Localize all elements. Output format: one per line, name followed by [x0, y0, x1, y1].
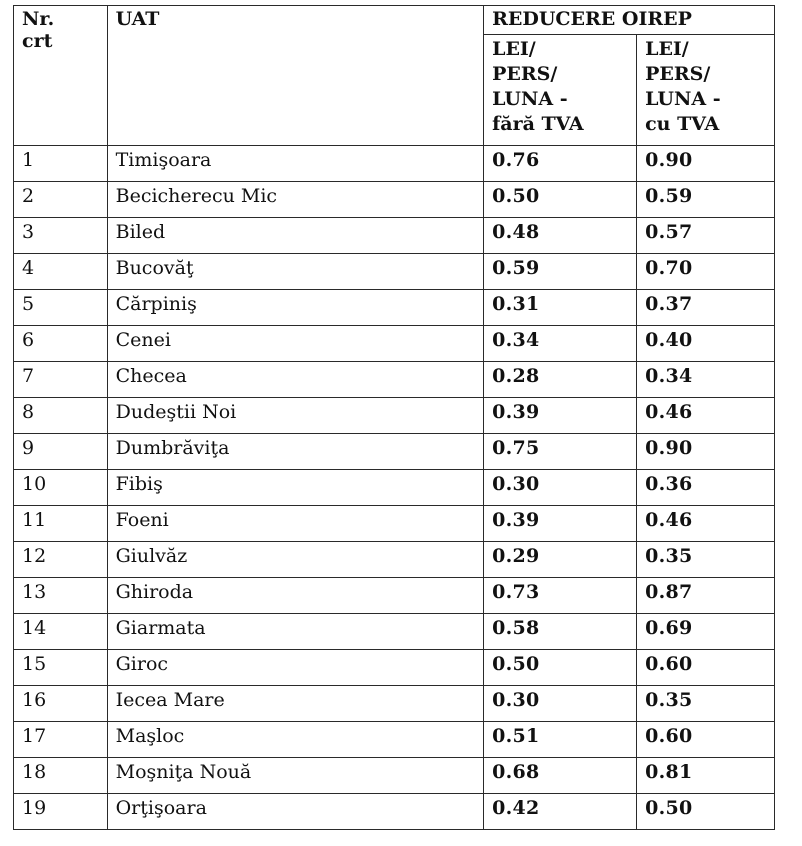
table-row — [14, 290, 775, 326]
row-number: 18 — [14, 758, 108, 794]
table-row — [14, 758, 775, 794]
uat-name: Cărpiniş — [107, 290, 483, 326]
value-fara-tva: 0.50 — [484, 182, 637, 218]
uat-name: Giulvăz — [107, 542, 483, 578]
uat-name: Bucovăţ — [107, 254, 483, 290]
table-row — [14, 506, 775, 542]
uat-name: Ghiroda — [107, 578, 483, 614]
table-row — [14, 650, 775, 686]
value-fara-tva: 0.75 — [484, 434, 637, 470]
value-cu-tva: 0.69 — [637, 614, 775, 650]
uat-name: Orţişoara — [107, 794, 483, 830]
value-cu-tva: 0.90 — [637, 146, 775, 182]
value-cu-tva: 0.81 — [637, 758, 775, 794]
header-cu-line-3: LUNA - — [645, 88, 721, 110]
uat-name: Cenei — [107, 326, 483, 362]
table-row — [14, 542, 775, 578]
header-uat: UAT — [107, 6, 483, 146]
value-fara-tva: 0.39 — [484, 506, 637, 542]
table-row — [14, 146, 775, 182]
value-cu-tva: 0.46 — [637, 398, 775, 434]
value-cu-tva: 0.59 — [637, 182, 775, 218]
row-number: 9 — [14, 434, 108, 470]
row-number: 4 — [14, 254, 108, 290]
row-number: 15 — [14, 650, 108, 686]
uat-name: Biled — [107, 218, 483, 254]
table-row — [14, 398, 775, 434]
value-fara-tva: 0.28 — [484, 362, 637, 398]
value-cu-tva: 0.57 — [637, 218, 775, 254]
uat-name: Maşloc — [107, 722, 483, 758]
row-number: 14 — [14, 614, 108, 650]
table-row — [14, 686, 775, 722]
row-number: 6 — [14, 326, 108, 362]
value-fara-tva: 0.31 — [484, 290, 637, 326]
table-row — [14, 470, 775, 506]
value-fara-tva: 0.29 — [484, 542, 637, 578]
oirep-reduction-table — [13, 5, 775, 830]
row-number: 13 — [14, 578, 108, 614]
header-reducere-oirep: REDUCERE OIREP — [484, 6, 775, 35]
row-number: 7 — [14, 362, 108, 398]
value-fara-tva: 0.59 — [484, 254, 637, 290]
value-fara-tva: 0.30 — [484, 470, 637, 506]
value-cu-tva: 0.60 — [637, 722, 775, 758]
uat-name: Dudeştii Noi — [107, 398, 483, 434]
value-fara-tva: 0.58 — [484, 614, 637, 650]
value-fara-tva: 0.30 — [484, 686, 637, 722]
row-number: 8 — [14, 398, 108, 434]
value-cu-tva: 0.90 — [637, 434, 775, 470]
table-body — [14, 146, 775, 830]
table-row — [14, 362, 775, 398]
row-number: 17 — [14, 722, 108, 758]
value-cu-tva: 0.46 — [637, 506, 775, 542]
value-fara-tva: 0.48 — [484, 218, 637, 254]
header-fara-line-4: fără TVA — [492, 113, 584, 135]
table-row — [14, 722, 775, 758]
uat-name: Giarmata — [107, 614, 483, 650]
header-cu-line-4: cu TVA — [645, 113, 720, 135]
uat-name: Giroc — [107, 650, 483, 686]
header-lei-fara-tva — [484, 35, 637, 146]
header-nr-line-2: crt — [22, 30, 53, 52]
row-number: 11 — [14, 506, 108, 542]
uat-name: Checea — [107, 362, 483, 398]
table-row — [14, 794, 775, 830]
value-cu-tva: 0.40 — [637, 326, 775, 362]
value-fara-tva: 0.39 — [484, 398, 637, 434]
header-cu-line-1: LEI/ — [645, 38, 689, 60]
header-fara-line-3: LUNA - — [492, 88, 568, 110]
uat-name: Timişoara — [107, 146, 483, 182]
value-cu-tva: 0.60 — [637, 650, 775, 686]
row-number: 16 — [14, 686, 108, 722]
uat-name: Dumbrăviţa — [107, 434, 483, 470]
header-fara-line-1: LEI/ — [492, 38, 536, 60]
value-cu-tva: 0.70 — [637, 254, 775, 290]
header-fara-line-2: PERS/ — [492, 63, 558, 85]
value-cu-tva: 0.34 — [637, 362, 775, 398]
value-cu-tva: 0.35 — [637, 542, 775, 578]
value-fara-tva: 0.50 — [484, 650, 637, 686]
value-cu-tva: 0.37 — [637, 290, 775, 326]
value-cu-tva: 0.50 — [637, 794, 775, 830]
value-fara-tva: 0.73 — [484, 578, 637, 614]
value-fara-tva: 0.34 — [484, 326, 637, 362]
row-number: 3 — [14, 218, 108, 254]
uat-name: Iecea Mare — [107, 686, 483, 722]
value-cu-tva: 0.36 — [637, 470, 775, 506]
value-fara-tva: 0.76 — [484, 146, 637, 182]
value-fara-tva: 0.68 — [484, 758, 637, 794]
header-row-top — [14, 6, 775, 35]
value-cu-tva: 0.87 — [637, 578, 775, 614]
row-number: 10 — [14, 470, 108, 506]
uat-name: Foeni — [107, 506, 483, 542]
header-nr-line-1: Nr. — [22, 8, 55, 30]
uat-name: Moşniţa Nouă — [107, 758, 483, 794]
table-row — [14, 578, 775, 614]
uat-name: Becicherecu Mic — [107, 182, 483, 218]
table-row — [14, 182, 775, 218]
header-cu-line-2: PERS/ — [645, 63, 711, 85]
row-number: 19 — [14, 794, 108, 830]
row-number: 12 — [14, 542, 108, 578]
header-lei-cu-tva — [637, 35, 775, 146]
table-row — [14, 614, 775, 650]
value-cu-tva: 0.35 — [637, 686, 775, 722]
uat-name: Fibiş — [107, 470, 483, 506]
header-nr-crt — [14, 6, 108, 146]
row-number: 5 — [14, 290, 108, 326]
value-fara-tva: 0.42 — [484, 794, 637, 830]
table-row — [14, 218, 775, 254]
row-number: 1 — [14, 146, 108, 182]
value-fara-tva: 0.51 — [484, 722, 637, 758]
row-number: 2 — [14, 182, 108, 218]
table-row — [14, 254, 775, 290]
table-row — [14, 326, 775, 362]
table-row — [14, 434, 775, 470]
